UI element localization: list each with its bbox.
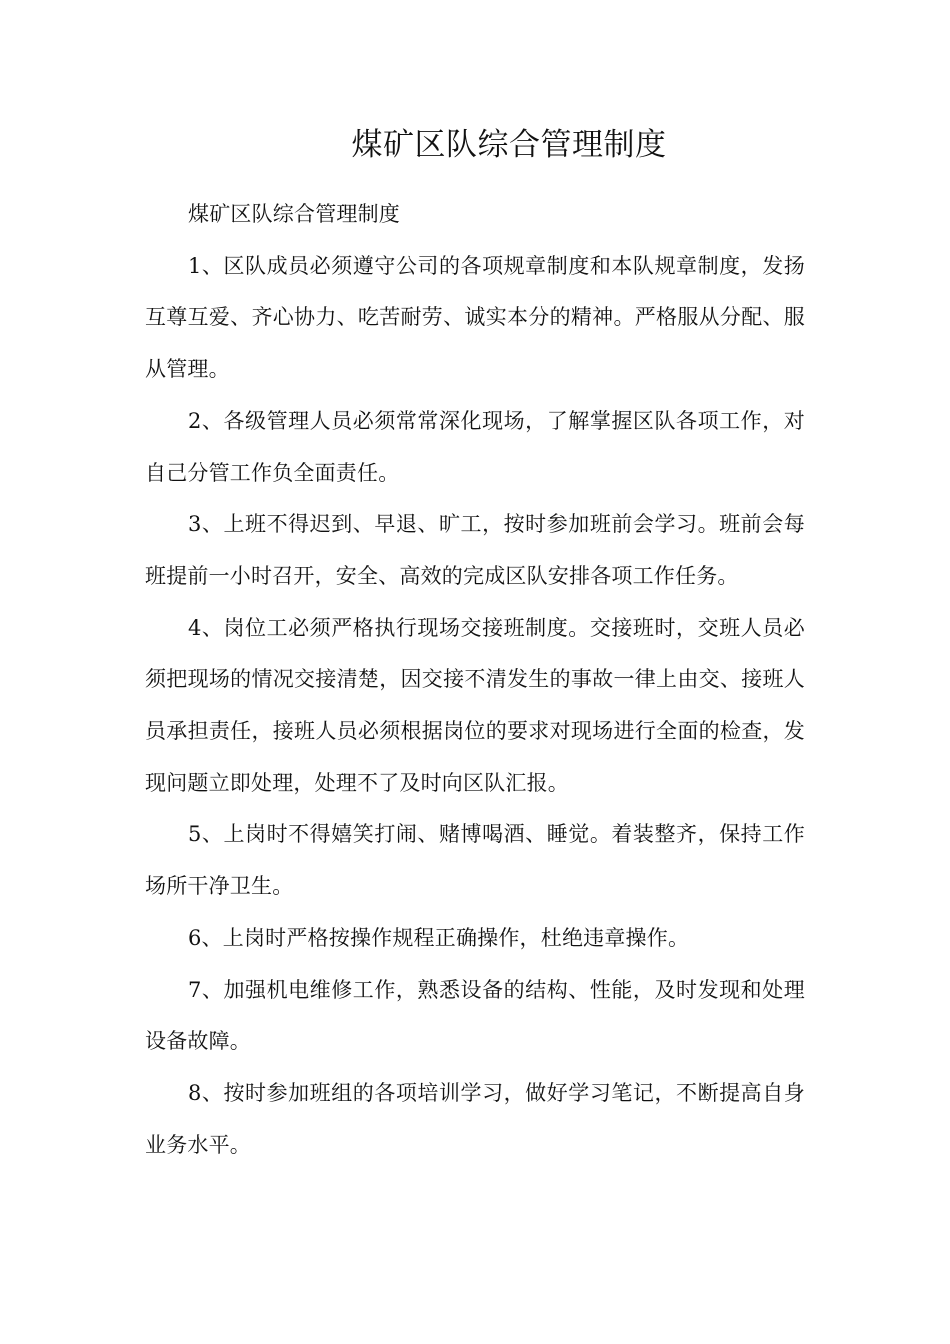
document-title: 煤矿区队综合管理制度 xyxy=(351,127,667,163)
paragraph-rule-5: 5、上岗时不得嬉笑打闹、赌博喝酒、睡觉。着装整齐，保持工作场所干净卫生。 xyxy=(145,822,805,899)
paragraph-rule-3: 3、上班不得迟到、早退、旷工，按时参加班前会学习。班前会每班提前一小时召开，安全、高效的完成区队安排各项工作任务。 xyxy=(145,512,805,588)
paragraph-rule-6: 6、上岗时严格按操作规程正确操作，杜绝违章操作。 xyxy=(188,925,690,950)
paragraph-rule-7: 7、加强机电维修工作，熟悉设备的结构、性能，及时发现和处理设备故障。 xyxy=(145,977,805,1054)
document-body xyxy=(145,189,805,1171)
paragraph-rule-4: 4、岗位工必须严格执行现场交接班制度。交接班时，交班人员必须把现场的情况交接清楚，因交接不清发生的事故一律上由交、接班人员承担责任，接班人员必须根据岗位的要求对现场进行全面的检查，发现问题立即处理，处理不了及时向区队汇报。 xyxy=(145,615,805,795)
paragraph-rule-2: 2、各级管理人员必须常常深化现场，了解掌握区队各项工作，对自己分管工作负全面责任。 xyxy=(145,408,805,485)
paragraph-subtitle: 煤矿区队综合管理制度 xyxy=(188,202,400,226)
paragraph-rule-8: 8、按时参加班组的各项培训学习，做好学习笔记，不断提高自身业务水平。 xyxy=(145,1080,805,1157)
paragraph-rule-1: 1、区队成员必须遵守公司的各项规章制度和本队规章制度，发扬互尊互爱、齐心协力、吃苦耐劳、诚实本分的精神。严格服从分配、服从管理。 xyxy=(145,253,805,382)
